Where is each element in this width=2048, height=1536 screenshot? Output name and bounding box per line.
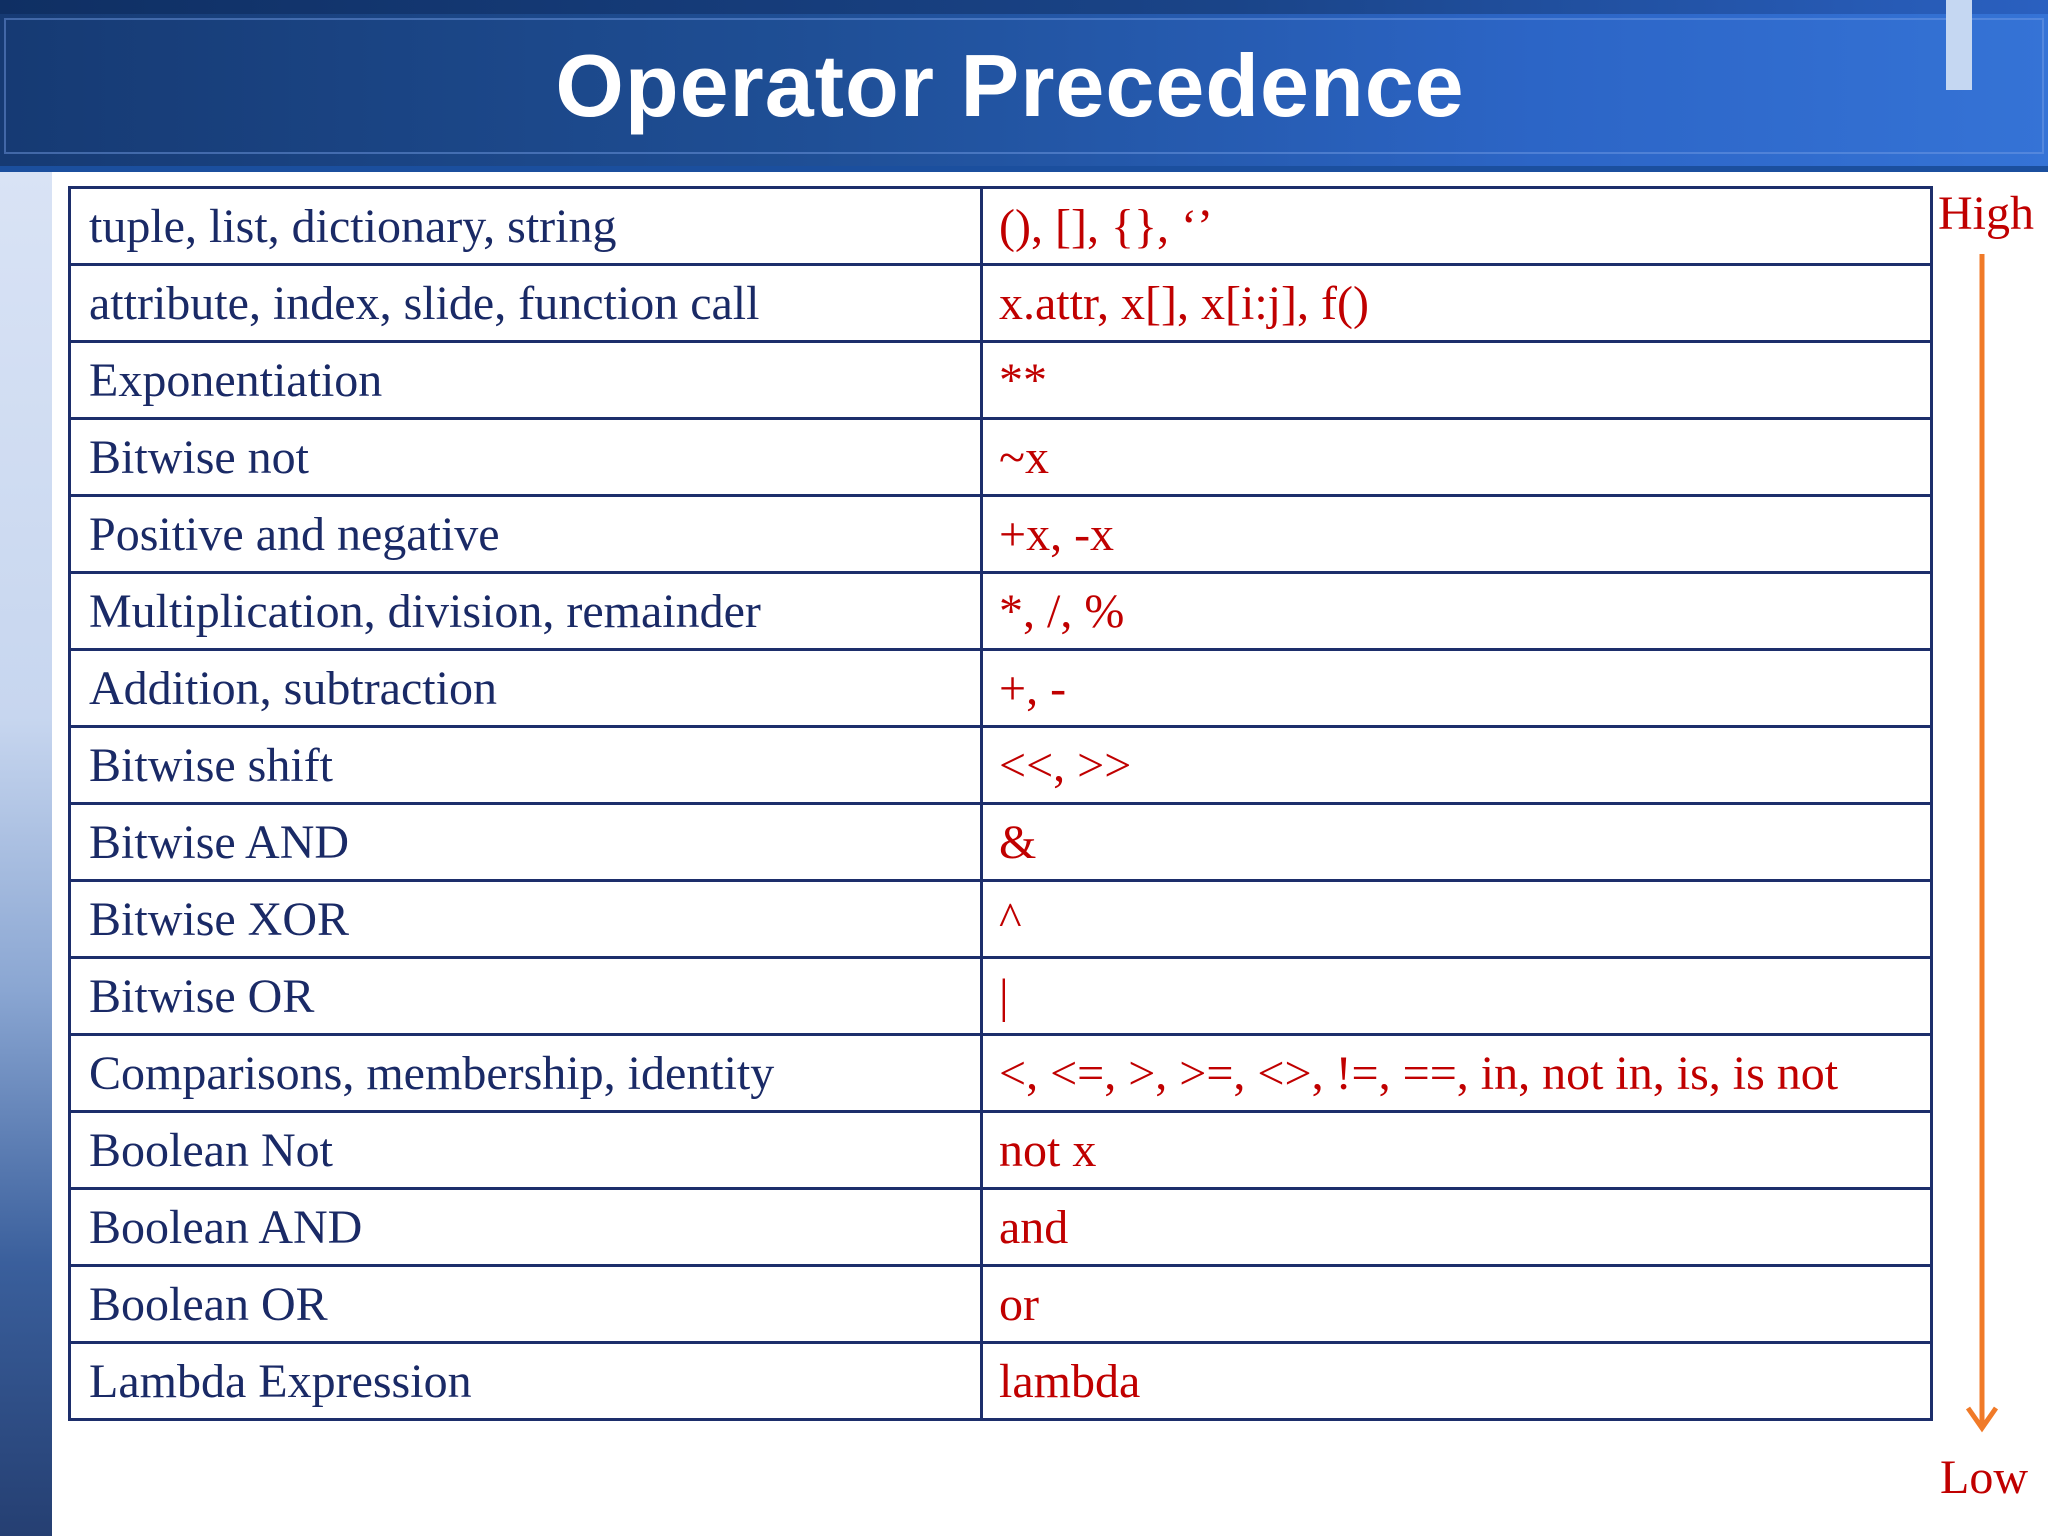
table-row: [70, 265, 1932, 342]
operator-symbols: &: [982, 804, 1932, 881]
operator-symbols: |: [982, 958, 1932, 1035]
table-row: [70, 188, 1932, 265]
operator-symbols: ~x: [982, 419, 1932, 496]
title-bar: [0, 0, 2048, 172]
operator-symbols: ^: [982, 881, 1932, 958]
table-row: [70, 804, 1932, 881]
precedence-table-body: [70, 188, 1932, 1420]
operator-symbols: and: [982, 1189, 1932, 1266]
table-row: [70, 727, 1932, 804]
table-row: [70, 1189, 1932, 1266]
operator-description: Multiplication, division, remainder: [70, 573, 982, 650]
operator-description: Bitwise XOR: [70, 881, 982, 958]
operator-description: Addition, subtraction: [70, 650, 982, 727]
operator-description: attribute, index, slide, function call: [70, 265, 982, 342]
table-row: [70, 1035, 1932, 1112]
high-precedence-label: High: [1938, 187, 2034, 240]
operator-symbols: +, -: [982, 650, 1932, 727]
table-row: [70, 419, 1932, 496]
operator-description: Positive and negative: [70, 496, 982, 573]
page-title: Operator Precedence: [555, 36, 1465, 135]
operator-description: Bitwise AND: [70, 804, 982, 881]
operator-description: Bitwise not: [70, 419, 982, 496]
operator-symbols: **: [982, 342, 1932, 419]
operator-description: Comparisons, membership, identity: [70, 1035, 982, 1112]
operator-description: Bitwise OR: [70, 958, 982, 1035]
table-row: [70, 342, 1932, 419]
operator-description: Boolean Not: [70, 1112, 982, 1189]
low-precedence-label: Low: [1940, 1451, 2028, 1504]
table-row: [70, 496, 1932, 573]
table-row: [70, 1112, 1932, 1189]
operator-symbols: +x, -x: [982, 496, 1932, 573]
operator-symbols: or: [982, 1266, 1932, 1343]
operator-description: Exponentiation: [70, 342, 982, 419]
operator-description: Bitwise shift: [70, 727, 982, 804]
operator-symbols: *, /, %: [982, 573, 1932, 650]
table-row: [70, 650, 1932, 727]
title-top-strip: [0, 0, 2048, 14]
table-row: [70, 1343, 1932, 1420]
operator-description: Boolean OR: [70, 1266, 982, 1343]
precedence-table: [68, 186, 1933, 1421]
operator-symbols: <, <=, >, >=, <>, !=, ==, in, not in, is, is not: [982, 1035, 1932, 1112]
operator-symbols: <<, >>: [982, 727, 1932, 804]
operator-description: Lambda Expression: [70, 1343, 982, 1420]
operator-symbols: lambda: [982, 1343, 1932, 1420]
operator-description: Boolean AND: [70, 1189, 982, 1266]
table-row: [70, 958, 1932, 1035]
table-row: [70, 1266, 1932, 1343]
operator-symbols: (), [], {}, ‘’: [982, 188, 1932, 265]
operator-description: tuple, list, dictionary, string: [70, 188, 982, 265]
operator-symbols: x.attr, x[], x[i:j], f(): [982, 265, 1932, 342]
operator-symbols: not x: [982, 1112, 1932, 1189]
down-arrow-icon: [1960, 240, 2020, 1440]
table-row: [70, 573, 1932, 650]
table-row: [70, 881, 1932, 958]
left-decorative-band: [0, 172, 52, 1536]
